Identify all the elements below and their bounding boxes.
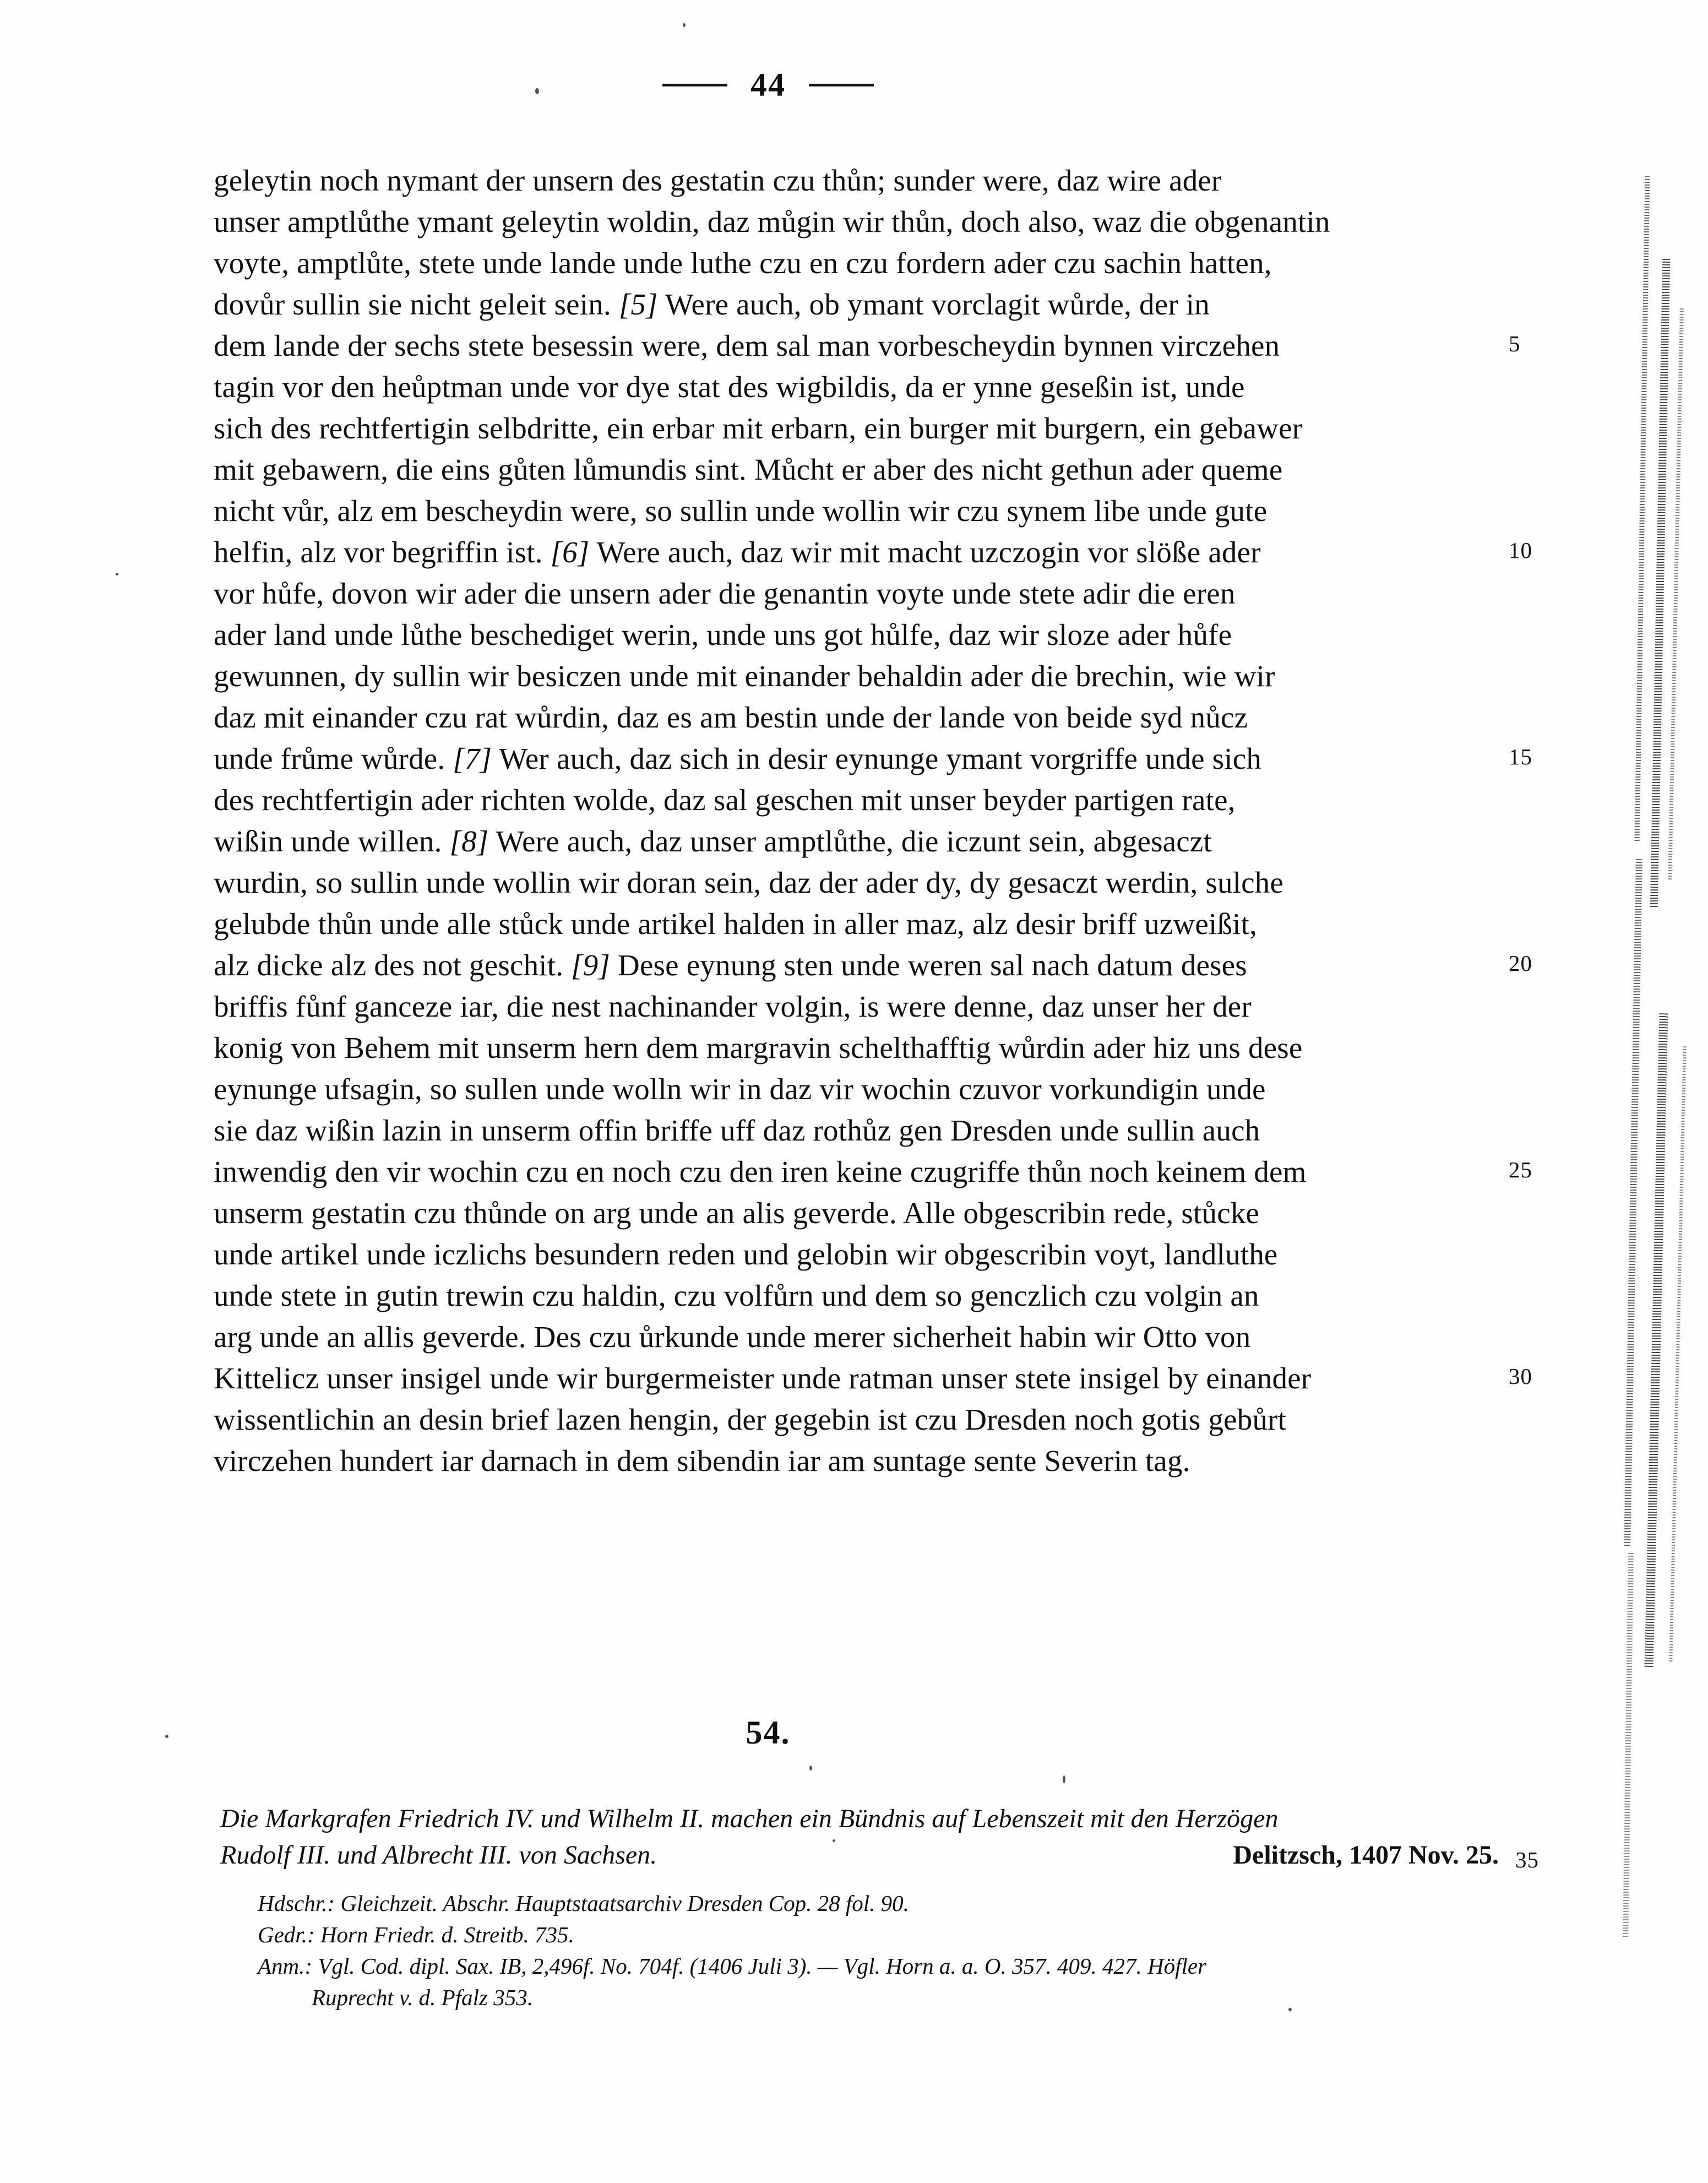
text-line [214, 1440, 1497, 1481]
running-head [0, 66, 1536, 104]
margin-line-number: 25 [1509, 1157, 1532, 1182]
text-line [214, 1151, 1532, 1192]
text-line-content: tagin vor den heůptman unde vor dye stat des wigbildis, da er ynne geseßin ist, unde [214, 370, 1245, 404]
apparatus-line: Ruprecht v. d. Pfalz 353. [312, 1985, 533, 2010]
text-line-content: dovůr sullin sie nicht geleit sein. [214, 287, 611, 321]
scan-speck [683, 23, 686, 27]
paragraph-marker: [6] [550, 535, 590, 569]
text-line [214, 201, 1497, 242]
scan-artifact-gutter-4 [1624, 859, 1642, 1547]
text-line-content: arg unde an allis geverde. Des czu ůrkunde unde merer sicherheit habin wir Otto von [214, 1320, 1251, 1354]
margin-line-number: 20 [1509, 951, 1532, 976]
text-line [214, 779, 1497, 821]
paragraph-marker: [8] [449, 824, 489, 858]
text-line [214, 1192, 1497, 1234]
text-line [214, 1357, 1532, 1399]
scan-artifact-gutter-3 [1668, 308, 1684, 881]
text-line [214, 490, 1497, 531]
apparatus-line: Hdschr.: Gleichzeit. Abschr. Hauptstaatsarchiv Dresden Cop. 28 fol. 90. [258, 1891, 909, 1916]
apparatus-line: Gedr.: Horn Friedr. d. Streitb. 735. [258, 1922, 574, 1947]
text-line [214, 1068, 1497, 1110]
paragraph-marker: [5] [618, 287, 658, 321]
text-line [214, 903, 1497, 944]
text-line [214, 1110, 1497, 1151]
regest [220, 1801, 1539, 1874]
text-line-content: unser amptlůthe ymant geleytin woldin, daz můgin wir thůn, doch also, waz die obgenantin [214, 205, 1330, 238]
text-line-content: sie daz wißin lazin in unserm offin briffe uff daz rothůz gen Dresden unde sullin auch [214, 1114, 1260, 1147]
scan-speck [1063, 1775, 1065, 1783]
text-line [214, 862, 1497, 903]
scan-speck [535, 88, 539, 94]
text-line [214, 366, 1497, 408]
text-line-content: alz dicke alz des not geschit. [214, 948, 564, 982]
apparatus-notes [258, 1888, 1508, 2013]
text-line [214, 284, 1497, 325]
text-line-content: dem lande der sechs stete besessin were, dem sal man vorbescheydin bynnen virczehen [214, 329, 1280, 362]
text-line [214, 614, 1497, 655]
margin-line-number: 35 [1515, 1847, 1539, 1872]
text-line-content: daz mit einander czu rat wůrdin, daz es am bestin unde der lande von beide syd nůcz [214, 700, 1248, 734]
text-line-content: geleytin noch nymant der unsern des gestatin czu thůn; sunder were, daz wire ader [214, 164, 1222, 197]
text-line-content: unde frůme wůrde. [214, 742, 445, 775]
head-rule-left [662, 84, 727, 86]
text-line-content: unserm gestatin czu thůnde on arg unde an alis geverde. Alle obgescribin rede, stůcke [214, 1196, 1260, 1230]
text-line [214, 1316, 1497, 1357]
text-line-content: wißin unde willen. [214, 824, 442, 858]
text-line-content: unde artikel unde iczlichs besundern reden und gelobin wir obgescribin voyt, landluthe [214, 1237, 1278, 1271]
text-line [214, 408, 1497, 449]
scan-artifact-gutter-2 [1650, 259, 1671, 909]
scan-speck [116, 573, 118, 575]
text-line [214, 531, 1532, 573]
text-line-content: unde stete in gutin trewin czu haldin, czu volfůrn und dem so genczlich czu volgin an [214, 1279, 1259, 1312]
text-line [214, 449, 1497, 490]
text-line-content: virczehen hundert iar darnach in dem sibendin iar am suntage sente Severin tag. [214, 1444, 1190, 1478]
scan-artifact-gutter-1 [1634, 176, 1650, 843]
text-line-content: des rechtfertigin ader richten wolde, daz sal geschen mit unser beyder partigen rate, [214, 783, 1236, 817]
head-rule-right [809, 84, 874, 86]
text-line-content-continued: Wer auch, daz sich in desir eynunge ymant vorgriffe unde sich [499, 742, 1262, 775]
text-line-content: konig von Behem mit unserm hern dem margravin schelthafftig wůrdin ader hiz uns dese [214, 1031, 1303, 1065]
scan-speck [165, 1735, 168, 1738]
text-line [214, 986, 1497, 1027]
text-line [214, 1234, 1497, 1275]
main-text-block [214, 160, 1532, 1481]
text-line [214, 944, 1532, 986]
scan-artifact-gutter-6 [1669, 1046, 1686, 1663]
text-line-content-continued: Were auch, ob ymant vorclagit wůrde, der in [665, 287, 1210, 321]
text-line-content: vor hůfe, dovon wir ader die unsern ader die genantin voyte unde stete adir die eren [214, 577, 1236, 610]
regest-line-2-row [220, 1837, 1539, 1874]
regest-line-1: Die Markgrafen Friedrich IV. und Wilhelm II. machen ein Bündnis auf Lebenszeit mit den Herzögen [220, 1804, 1279, 1833]
paragraph-marker: [9] [571, 948, 611, 982]
text-line [214, 738, 1532, 779]
text-line [214, 242, 1497, 284]
section-number: 54. [746, 1714, 791, 1751]
text-line-content-continued: Were auch, daz unser amptlůthe, die iczunt sein, abgesaczt [496, 824, 1212, 858]
text-line-content: wurdin, so sullin unde wollin wir doran sein, daz der ader dy, dy gesaczt werdin, sulche [214, 866, 1284, 899]
text-line [214, 697, 1497, 738]
margin-line-number: 15 [1509, 744, 1532, 769]
apparatus-line: Anm.: Vgl. Cod. dipl. Sax. IB, 2,496f. No. 704f. (1406 Juli 3). — Vgl. Horn a. a. O. 357. 409. 427. Höfler [258, 1953, 1207, 1979]
text-line [214, 1275, 1497, 1316]
text-line [214, 821, 1497, 862]
scan-speck [809, 1766, 812, 1771]
text-line-content: gewunnen, dy sullin wir besiczen unde mit einander behaldin ader die brechin, wie wir [214, 659, 1275, 693]
text-line-content: briffis fůnf ganceze iar, die nest nachinander volgin, is were denne, daz unser her der [214, 990, 1252, 1023]
text-line-content-continued: Were auch, daz wir mit macht uzczogin vor slöße ader [596, 535, 1261, 569]
text-line [214, 160, 1497, 201]
regest-line-2: Rudolf III. und Albrecht III. von Sachsen. [220, 1840, 657, 1870]
scan-artifact-gutter-7 [1623, 1553, 1634, 1938]
text-line-content: nicht vůr, alz em bescheydin were, so sullin unde wollin wir czu synem libe unde gute [214, 494, 1268, 528]
text-line-content: eynunge ufsagin, so sullen unde wolln wir in daz vir wochin czuvor vorkundigin unde [214, 1072, 1266, 1106]
text-line-content: voyte, amptlůte, stete unde lande unde luthe czu en czu fordern ader czu sachin hatten, [214, 246, 1272, 280]
regest-date-place: Delitzsch, 1407 Nov. 25. [1233, 1840, 1499, 1870]
text-line-content: inwendig den vir wochin czu en noch czu den iren keine czugriffe thůn noch keinem dem [214, 1155, 1307, 1188]
text-line-content: Kittelicz unser insigel unde wir burgermeister unde ratman unser stete insigel by einander [214, 1361, 1312, 1395]
scan-artifact-gutter-5 [1645, 1013, 1668, 1669]
text-line-content: helfin, alz vor begriffin ist. [214, 535, 543, 569]
scan-speck [1288, 2008, 1292, 2011]
text-line-content: wissentlichin an desin brief lazen hengin, der gegebin ist czu Dresden noch gotis gebůrt [214, 1403, 1287, 1436]
text-line [214, 1027, 1497, 1068]
text-line [214, 655, 1497, 697]
margin-line-number: 5 [1509, 331, 1521, 356]
text-line [214, 573, 1497, 614]
text-line [214, 325, 1521, 366]
text-line-content: mit gebawern, die eins gůten lůmundis sint. Můcht er aber des nicht gethun ader queme [214, 453, 1283, 486]
margin-line-number: 10 [1509, 537, 1532, 563]
margin-line-number: 30 [1509, 1364, 1532, 1389]
text-line-content: ader land unde lůthe beschediget werin, unde uns got hůlfe, daz wir sloze ader hůfe [214, 618, 1232, 651]
page-number: 44 [750, 67, 786, 103]
text-line-content: sich des rechtfertigin selbdritte, ein erbar mit erbarn, ein burger mit burgern, ein gebawer [214, 411, 1303, 445]
text-line-content: gelubde thůn unde alle stůck unde artikel halden in aller maz, alz desir briff uzweißit, [214, 907, 1258, 941]
paragraph-marker: [7] [453, 742, 492, 775]
scan-speck [833, 1839, 835, 1842]
text-line-content-continued: Dese eynung sten unde weren sal nach datum deses [618, 948, 1247, 982]
text-line [214, 1399, 1497, 1440]
